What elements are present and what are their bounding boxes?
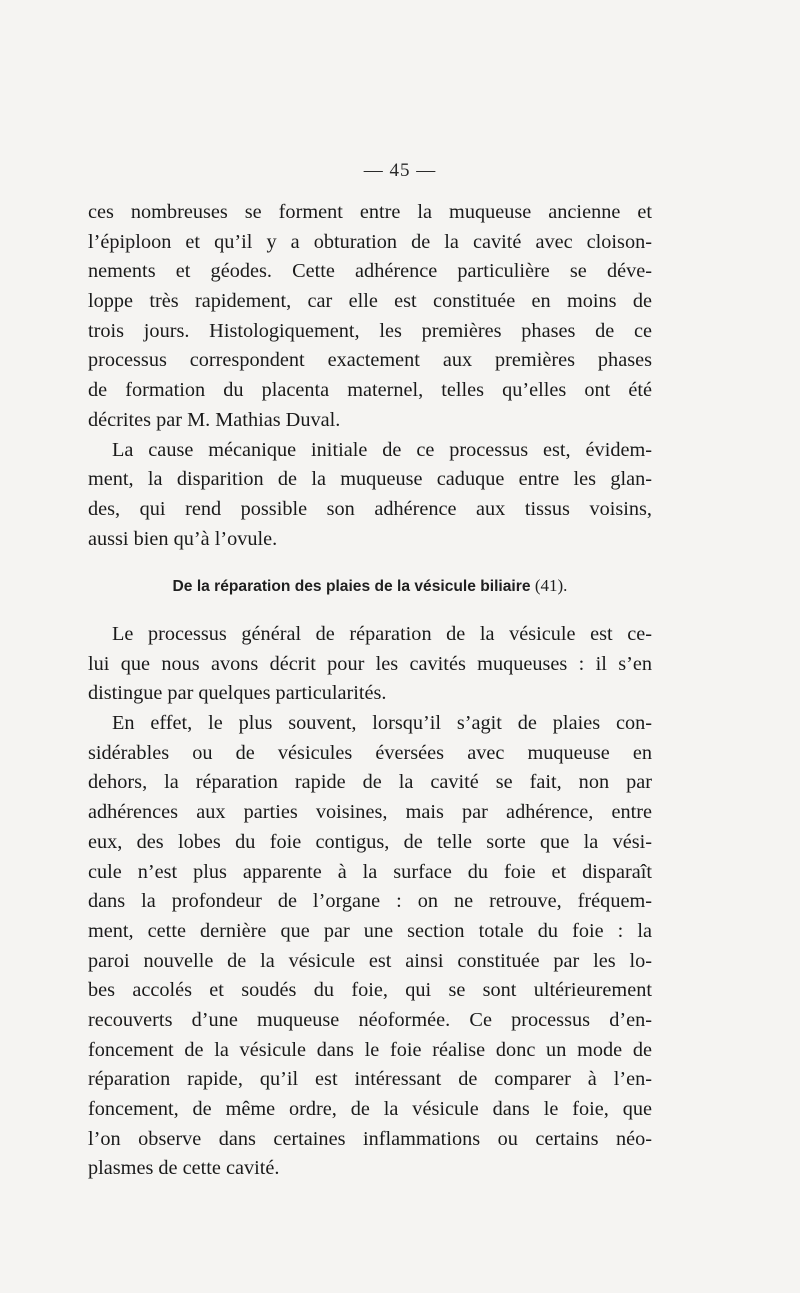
text-line: La cause mécanique initiale de ce processus est, évidem- — [112, 438, 652, 461]
text-line: distingue par quelques particularités. — [88, 682, 387, 705]
text-line: En effet, le plus souvent, lorsqu’il s’agit de plaies con- — [112, 712, 652, 735]
text-line: foncement de la vésicule dans le foie réalise donc un mode de — [88, 1038, 652, 1061]
paragraph-2 — [88, 436, 652, 555]
text-line: dehors, la réparation rapide de la cavité se fait, non par — [88, 771, 652, 794]
section-heading-title: De la réparation des plaies de la vésicule biliaire — [172, 578, 531, 595]
text-line: des, qui rend possible son adhérence aux tissus voisins, — [88, 497, 652, 520]
text-line: sidérables ou de vésicules éversées avec muqueuse en — [88, 741, 652, 764]
text-line: ces nombreuses se forment entre la muqueuse ancienne et — [88, 201, 652, 223]
text-line: bes accolés et soudés du foie, qui se sont ultérieurement — [88, 979, 652, 1002]
text-line: adhérences aux parties voisines, mais par adhérence, entre — [88, 801, 652, 824]
text-line: ment, cette dernière que par une section totale du foie : la — [88, 919, 652, 942]
text-line: ment, la disparition de la muqueuse caduque entre les glan- — [88, 468, 652, 491]
text-line: l’épiploon et qu’il y a obturation de la cavité avec cloison- — [88, 230, 652, 253]
text-line: eux, des lobes du foie contigus, de telle sorte que la vési- — [88, 830, 652, 853]
text-line: trois jours. Histologiquement, les premières phases de ce — [88, 319, 652, 342]
text-line: foncement, de même ordre, de la vésicule dans le foie, que — [88, 1098, 652, 1120]
text-block-upper — [88, 198, 652, 554]
text-line: cule n’est plus apparente à la surface du foie et disparaît — [88, 860, 652, 883]
text-line: de formation du placenta maternel, telles qu’elles ont été — [88, 379, 652, 402]
paragraph-3 — [88, 620, 652, 709]
text-line: aussi bien qu’à l’ovule. — [88, 527, 278, 550]
text-line: plasmes de cette cavité. — [88, 1157, 280, 1180]
paragraph-4 — [88, 709, 652, 1184]
text-line: loppe très rapidement, car elle est constituée en moins de — [88, 290, 652, 313]
text-line: processus correspondent exactement aux premières phases — [88, 349, 652, 372]
text-line: décrites par M. Mathias Duval. — [88, 408, 341, 431]
section-heading-reference: (41). — [534, 576, 568, 595]
text-line: lui que nous avons décrit pour les cavités muqueuses : il s’en — [88, 652, 652, 675]
text-line: réparation rapide, qu’il est intéressant de comparer à l’en- — [88, 1068, 652, 1091]
text-block-lower — [88, 620, 652, 1184]
text-line: nements et géodes. Cette adhérence particulière se déve- — [88, 260, 652, 283]
text-line: recouverts d’une muqueuse néoformée. Ce processus d’en- — [88, 1008, 652, 1031]
paragraph-1 — [88, 198, 652, 436]
text-line: dans la profondeur de l’organe : on ne retrouve, fréquem- — [88, 890, 652, 913]
page-number: — 45 — — [363, 160, 437, 181]
text-line: Le processus général de réparation de la vésicule est ce- — [112, 623, 652, 645]
text-line: paroi nouvelle de la vésicule est ainsi constituée par les lo- — [88, 949, 652, 972]
section-heading — [88, 576, 652, 596]
text-line: l’on observe dans certaines inflammations ou certains néo- — [88, 1127, 652, 1150]
